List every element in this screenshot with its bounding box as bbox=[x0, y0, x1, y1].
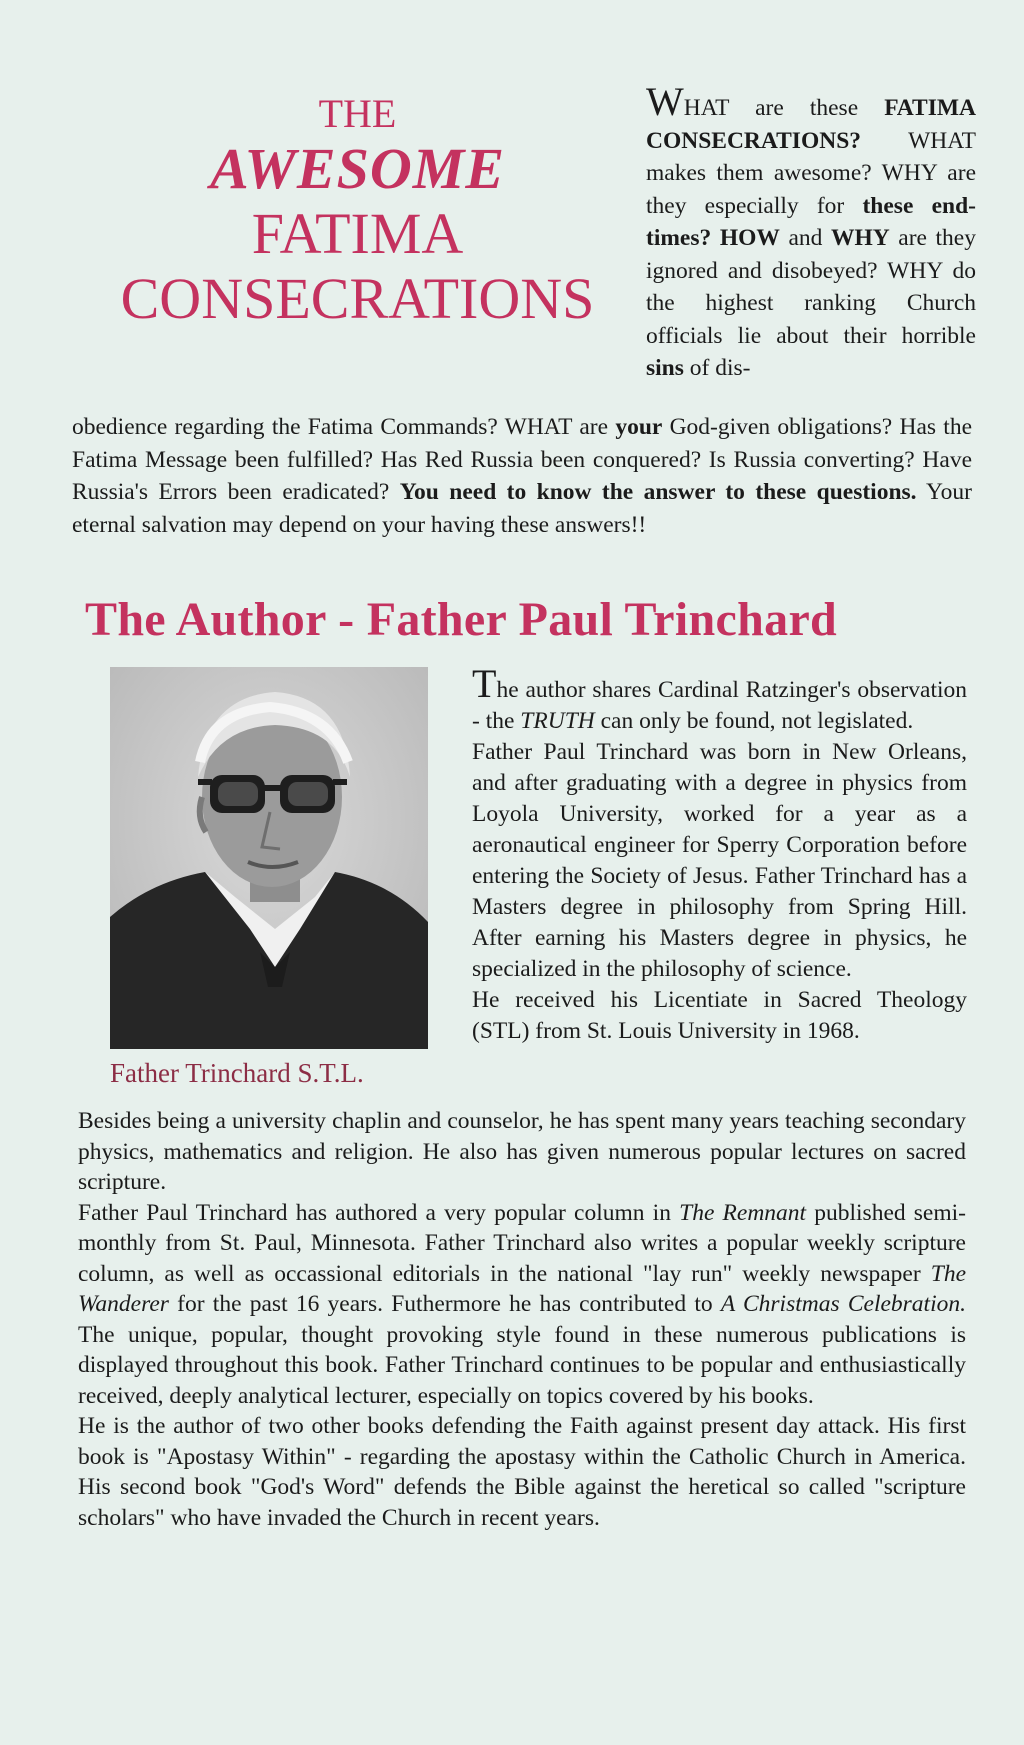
intro-bold: You need to know the answer to these questions. bbox=[399, 479, 917, 505]
title-line-consecrations: CONSECRATIONS bbox=[120, 265, 595, 331]
intro-text: and bbox=[779, 225, 831, 251]
author-paragraph bbox=[78, 1198, 966, 1412]
author-paragraph: Father Paul Trinchard was born in New Orleans, and after graduating with a degree in physics from Loyola University, worked for a year as a aeronautical engineer for Sperry Corporation before entering the Society of Jesus. Father Trinchard has a Masters degree in philosophy from Spring Hill. After earning his Masters degree in physics, he specialized in the philosophy of science. bbox=[472, 739, 967, 982]
author-paragraph: He is the author of two other books defending the Faith against present day attack. His first book is "Apostasy Within" - regarding the apostasy within the Catholic Church in America. His second book "God's Word" defends the Bible against the heretical so called "scripture scholars" who have invaded the Church in recent years. bbox=[78, 1413, 966, 1531]
intro-text: are they ignored and disobeyed? WHY do the highest ranking Church officials lie about their horrible bbox=[646, 225, 976, 349]
author-text: Father Paul Trinchard has authored a very popular column in bbox=[78, 1199, 680, 1226]
title-line-the: THE bbox=[318, 91, 397, 136]
intro-text: Your eternal salvation may depend on your having these answers!! bbox=[72, 479, 972, 538]
author-bio-bottom bbox=[78, 1106, 966, 1533]
intro-text: WHAT makes them awesome? WHY are they especially for bbox=[646, 127, 976, 219]
intro-paragraph-side bbox=[646, 79, 976, 385]
title-line-awesome: AWESOME bbox=[209, 135, 506, 201]
intro-text: HAT are these bbox=[683, 95, 885, 121]
intro-bold: sins bbox=[646, 355, 684, 381]
intro-text: God-given obligations? Has the Fatima Message been fulfilled? Has Red Russia been conquered? Is Russia converting? Have Russia's Errors been eradicated? bbox=[72, 414, 972, 505]
author-paragraph bbox=[472, 661, 967, 737]
intro-text: obedience regarding the Fatima Commands? WHAT are bbox=[72, 414, 616, 440]
photo-caption: Father Trinchard S.T.L. bbox=[110, 1058, 364, 1088]
author-paragraph: Besides being a university chaplin and counselor, he has spent many years teaching secondary physics, mathematics and religion. He also has given numerous popular lectures on sacred scripture. bbox=[78, 1108, 966, 1195]
author-portrait-image bbox=[110, 667, 428, 1049]
author-text: The unique, popular, thought provoking style found in these numerous publications is displayed throughout this book. Father Trinchard continues to be popular and enthusiastically received, deeply analytical lecturer, especially on topics covered by his books. bbox=[78, 1321, 966, 1409]
author-text: he author shares Cardinal Ratzinger's observation - the bbox=[472, 677, 967, 734]
author-drop-cap: T bbox=[472, 661, 497, 706]
author-italic: The Wanderer bbox=[78, 1260, 966, 1317]
intro-bold: your bbox=[615, 414, 663, 440]
author-bio-side bbox=[472, 661, 967, 1047]
author-text: for the past 16 years. Futhermore he has contributed to bbox=[168, 1291, 721, 1317]
author-italic: TRUTH bbox=[520, 708, 595, 734]
author-text: can only be found, not legislated. bbox=[594, 708, 914, 734]
intro-drop-cap: W bbox=[646, 79, 684, 124]
intro-bold: WHY bbox=[830, 225, 890, 251]
author-heading: The Author - Father Paul Trinchard bbox=[85, 593, 838, 646]
intro-bold: FATIMA CONSECRATIONS? bbox=[646, 95, 976, 154]
author-italic: A Christmas Celebration. bbox=[720, 1291, 966, 1317]
author-text: published semi-monthly from St. Paul, Minnesota. Father Trinchard also writes a popular weekly scripture column, as well as occassional editorials in the national "lay run" weekly newspaper bbox=[78, 1199, 966, 1287]
intro-paragraph-bottom bbox=[72, 411, 972, 541]
intro-text: of dis- bbox=[683, 355, 751, 381]
title-line-fatima: FATIMA bbox=[251, 200, 464, 266]
author-photo bbox=[110, 667, 428, 1049]
intro-bold: these end-times? HOW bbox=[646, 192, 976, 251]
author-paragraph: He received his Licentiate in Sacred Theology (STL) from St. Louis University in 1968. bbox=[472, 987, 967, 1044]
book-title bbox=[80, 92, 635, 332]
author-italic: The Remnant bbox=[679, 1199, 807, 1226]
